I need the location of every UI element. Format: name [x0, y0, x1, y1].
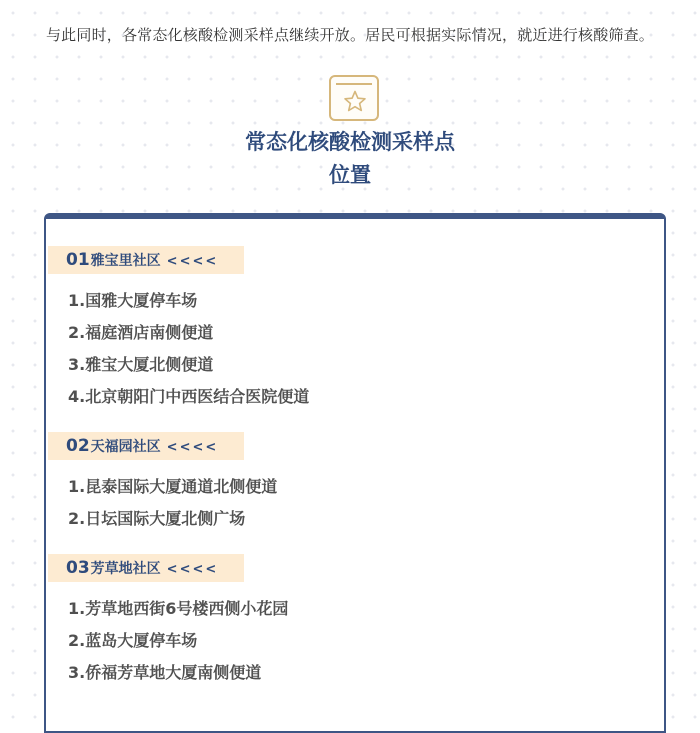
star-badge — [329, 75, 379, 121]
sampling-sites-card — [44, 213, 666, 733]
badge-bar — [336, 83, 372, 85]
site-item: 2.福庭酒店南侧便道 — [68, 323, 214, 342]
community-number: 03 — [66, 558, 90, 578]
community-number: 02 — [66, 436, 90, 456]
section-title-line1: 常态化核酸检测采样点 — [245, 130, 455, 154]
star-icon — [343, 90, 367, 112]
intro-paragraph: 与此同时，各常态化核酸检测采样点继续开放。居民可根据实际情况，就近进行核酸筛查。 — [45, 26, 654, 44]
site-item: 1.昆泰国际大厦通道北侧便道 — [68, 477, 278, 496]
section-title-line2: 位置 — [329, 163, 371, 187]
community-name: 芳草地社区 — [90, 561, 161, 577]
community-number: 01 — [66, 250, 90, 270]
section-title — [0, 126, 700, 192]
community-arrows: <<<< — [166, 440, 219, 455]
site-item: 3.雅宝大厦北侧便道 — [68, 355, 214, 374]
community-label-yabaoli — [48, 246, 244, 274]
community-name: 天福园社区 — [90, 439, 161, 455]
community-arrows: <<<< — [166, 562, 219, 577]
community-arrows: <<<< — [166, 254, 219, 269]
site-item: 2.蓝岛大厦停车场 — [68, 631, 198, 650]
community-name: 雅宝里社区 — [90, 253, 161, 269]
site-item: 3.侨福芳草地大厦南侧便道 — [68, 663, 262, 682]
site-item: 1.芳草地西街6号楼西侧小花园 — [68, 599, 289, 618]
community-label-tianfuyuan — [48, 432, 244, 460]
site-item: 4.北京朝阳门中西医结合医院便道 — [68, 387, 310, 406]
site-item: 1.国雅大厦停车场 — [68, 291, 198, 310]
community-label-fangcaodi — [48, 554, 244, 582]
site-item: 2.日坛国际大厦北侧广场 — [68, 509, 246, 528]
